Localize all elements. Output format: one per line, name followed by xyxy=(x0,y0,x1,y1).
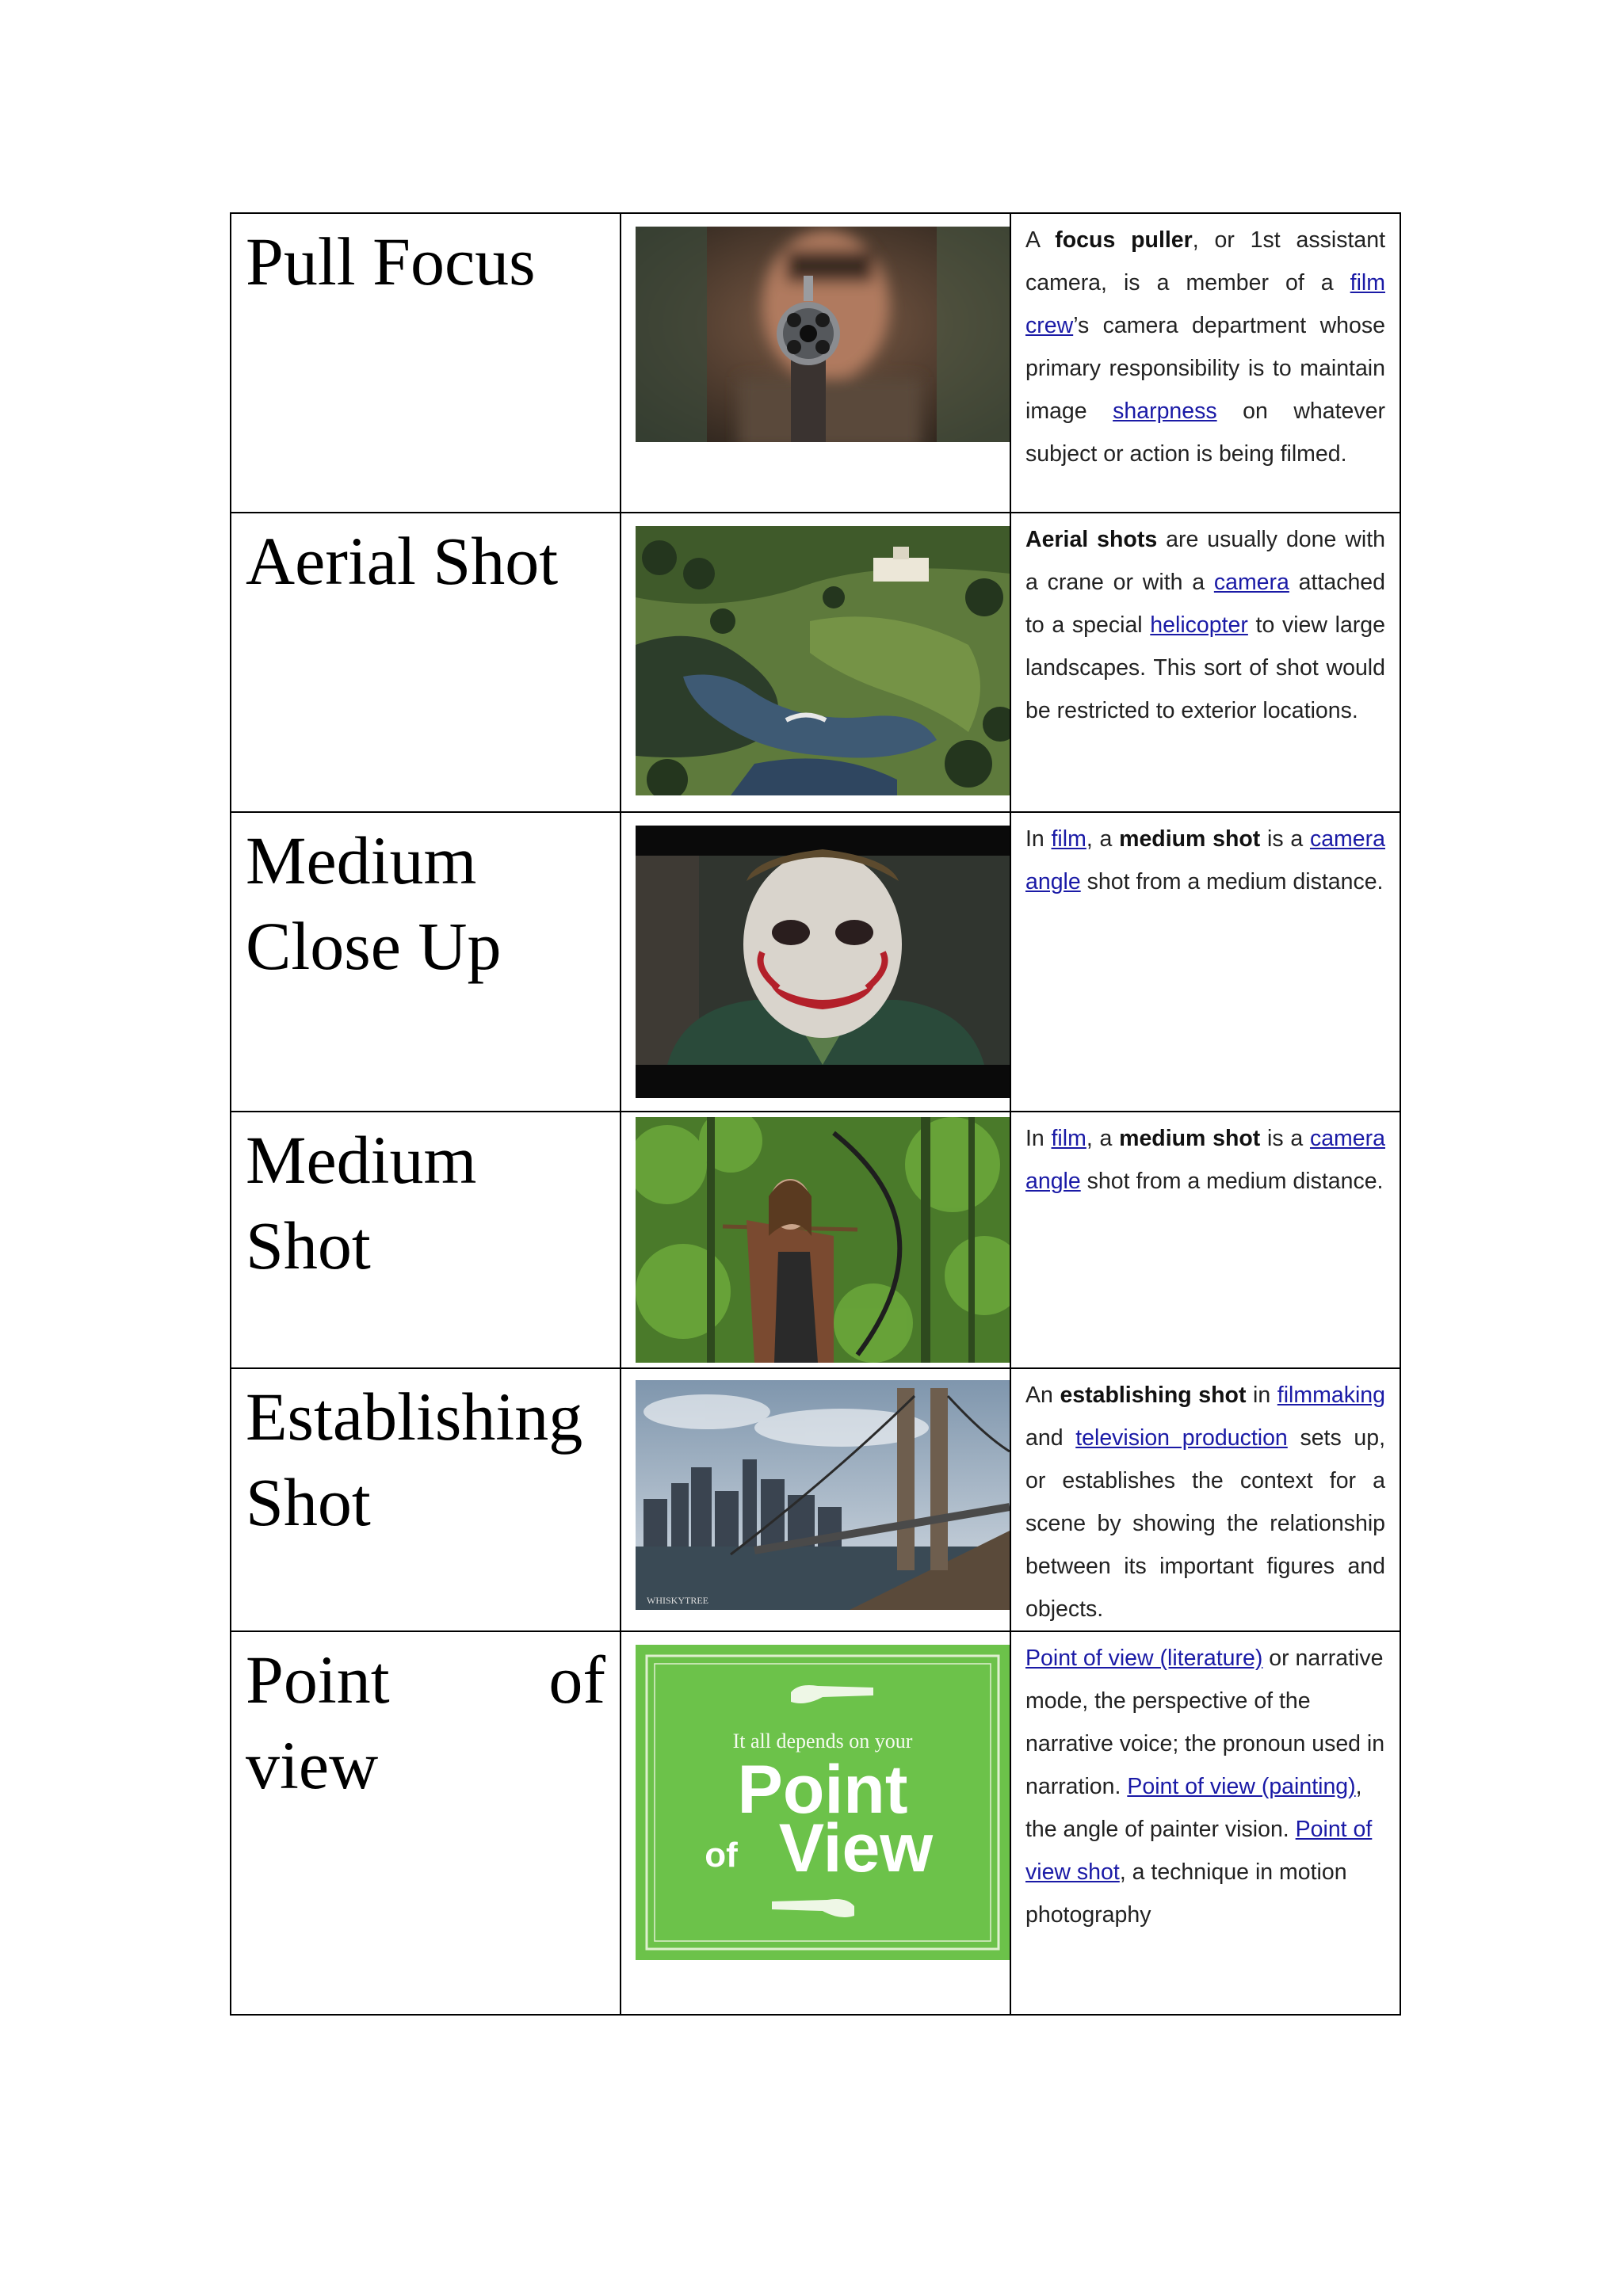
image-cell xyxy=(621,812,1010,1112)
poster-tagline: It all depends on your xyxy=(732,1730,913,1753)
definition-text: A focus puller, or 1st assistant camera, is a member of a film crew’s camera department whose primary responsibility is to maintain image sharpness on whatever subject or action is being filmed. xyxy=(1025,227,1385,467)
definition-cell xyxy=(1010,1368,1400,1631)
poster-title-of: of xyxy=(705,1836,738,1875)
hyperlink[interactable]: Point of view shot xyxy=(1025,1817,1373,1885)
term-label: Aerial Shot xyxy=(246,523,559,599)
definition-cell xyxy=(1010,513,1400,812)
hyperlink[interactable]: film xyxy=(1051,1126,1086,1151)
definition-text: Point of view (literature) or narrative mode, the perspective of the narrative voice; the pronoun used in narration. Point of view (painting), the angle of painter vision. Point of view shot, a technique in motion photography xyxy=(1025,1646,1385,1928)
hyperlink[interactable]: camera xyxy=(1213,570,1289,595)
hyperlink[interactable]: Point of view (painting) xyxy=(1127,1774,1356,1799)
term-cell xyxy=(231,1112,621,1368)
point-of-view-poster-image xyxy=(636,1645,1010,1960)
table-row xyxy=(231,213,1400,513)
hyperlink[interactable]: television production xyxy=(1075,1425,1288,1451)
hyperlink[interactable]: sharpness xyxy=(1113,399,1217,424)
hyperlink[interactable]: camera angle xyxy=(1025,1126,1385,1194)
term-label: Establishing Shot xyxy=(246,1379,583,1540)
table-row xyxy=(231,1631,1400,2015)
term-label: Pull Focus xyxy=(246,223,536,299)
hyperlink[interactable]: film crew xyxy=(1025,270,1385,338)
term-label: Medium Close Up xyxy=(246,822,502,984)
table-row xyxy=(231,1368,1400,1631)
hyperlink[interactable]: helicopter xyxy=(1150,612,1248,638)
definition-cell xyxy=(1010,1112,1400,1368)
image-cell xyxy=(621,213,1010,513)
term-cell xyxy=(231,1368,621,1631)
bold-term: medium shot xyxy=(1119,826,1261,852)
term-label: Point of view xyxy=(246,1642,605,1803)
definition-text: An establishing shot in filmmaking and television production sets up, or establishes the context for a scene by showing the relationship between its important figures and objects. xyxy=(1025,1383,1385,1622)
bold-term: establishing shot xyxy=(1060,1383,1247,1408)
definition-cell xyxy=(1010,812,1400,1112)
term-cell xyxy=(231,1631,621,2015)
hyperlink[interactable]: Point of view (literature) xyxy=(1025,1646,1263,1671)
image-cell xyxy=(621,513,1010,812)
image-cell xyxy=(621,1631,1010,2015)
definition-cell xyxy=(1010,213,1400,513)
medium-close-up-image xyxy=(636,826,1010,1098)
pull-focus-image xyxy=(636,227,1010,442)
medium-shot-image xyxy=(636,1117,1010,1363)
bold-term: focus puller xyxy=(1055,227,1193,253)
hyperlink[interactable]: film xyxy=(1051,826,1086,852)
table-row xyxy=(231,812,1400,1112)
image-cell xyxy=(621,1112,1010,1368)
bold-term: Aerial shots xyxy=(1025,527,1158,552)
definition-text: In film, a medium shot is a camera angle shot from a medium distance. xyxy=(1025,826,1385,894)
bold-term: medium shot xyxy=(1119,1126,1261,1151)
poster-title-view: View xyxy=(778,1810,934,1886)
shot-types-table xyxy=(230,212,1401,2016)
table-row xyxy=(231,513,1400,812)
term-label: Medium Shot xyxy=(246,1122,477,1283)
hyperlink[interactable]: camera angle xyxy=(1025,826,1385,894)
table-row xyxy=(231,1112,1400,1368)
establishing-shot-image xyxy=(636,1380,1010,1610)
definition-cell xyxy=(1010,1631,1400,2015)
image-cell xyxy=(621,1368,1010,1631)
term-cell xyxy=(231,812,621,1112)
watermark-text: WHISKYTREE xyxy=(647,1595,708,1606)
definition-text: Aerial shots are usually done with a crane or with a camera attached to a special helicopter to view large landscapes. This sort of shot would be restricted to exterior locations. xyxy=(1025,527,1385,723)
aerial-shot-image xyxy=(636,526,1010,795)
term-cell xyxy=(231,513,621,812)
definition-text: In film, a medium shot is a camera angle shot from a medium distance. xyxy=(1025,1126,1385,1194)
poster-title-point: Point xyxy=(737,1752,908,1828)
hyperlink[interactable]: filmmaking xyxy=(1277,1383,1385,1408)
term-cell xyxy=(231,213,621,513)
